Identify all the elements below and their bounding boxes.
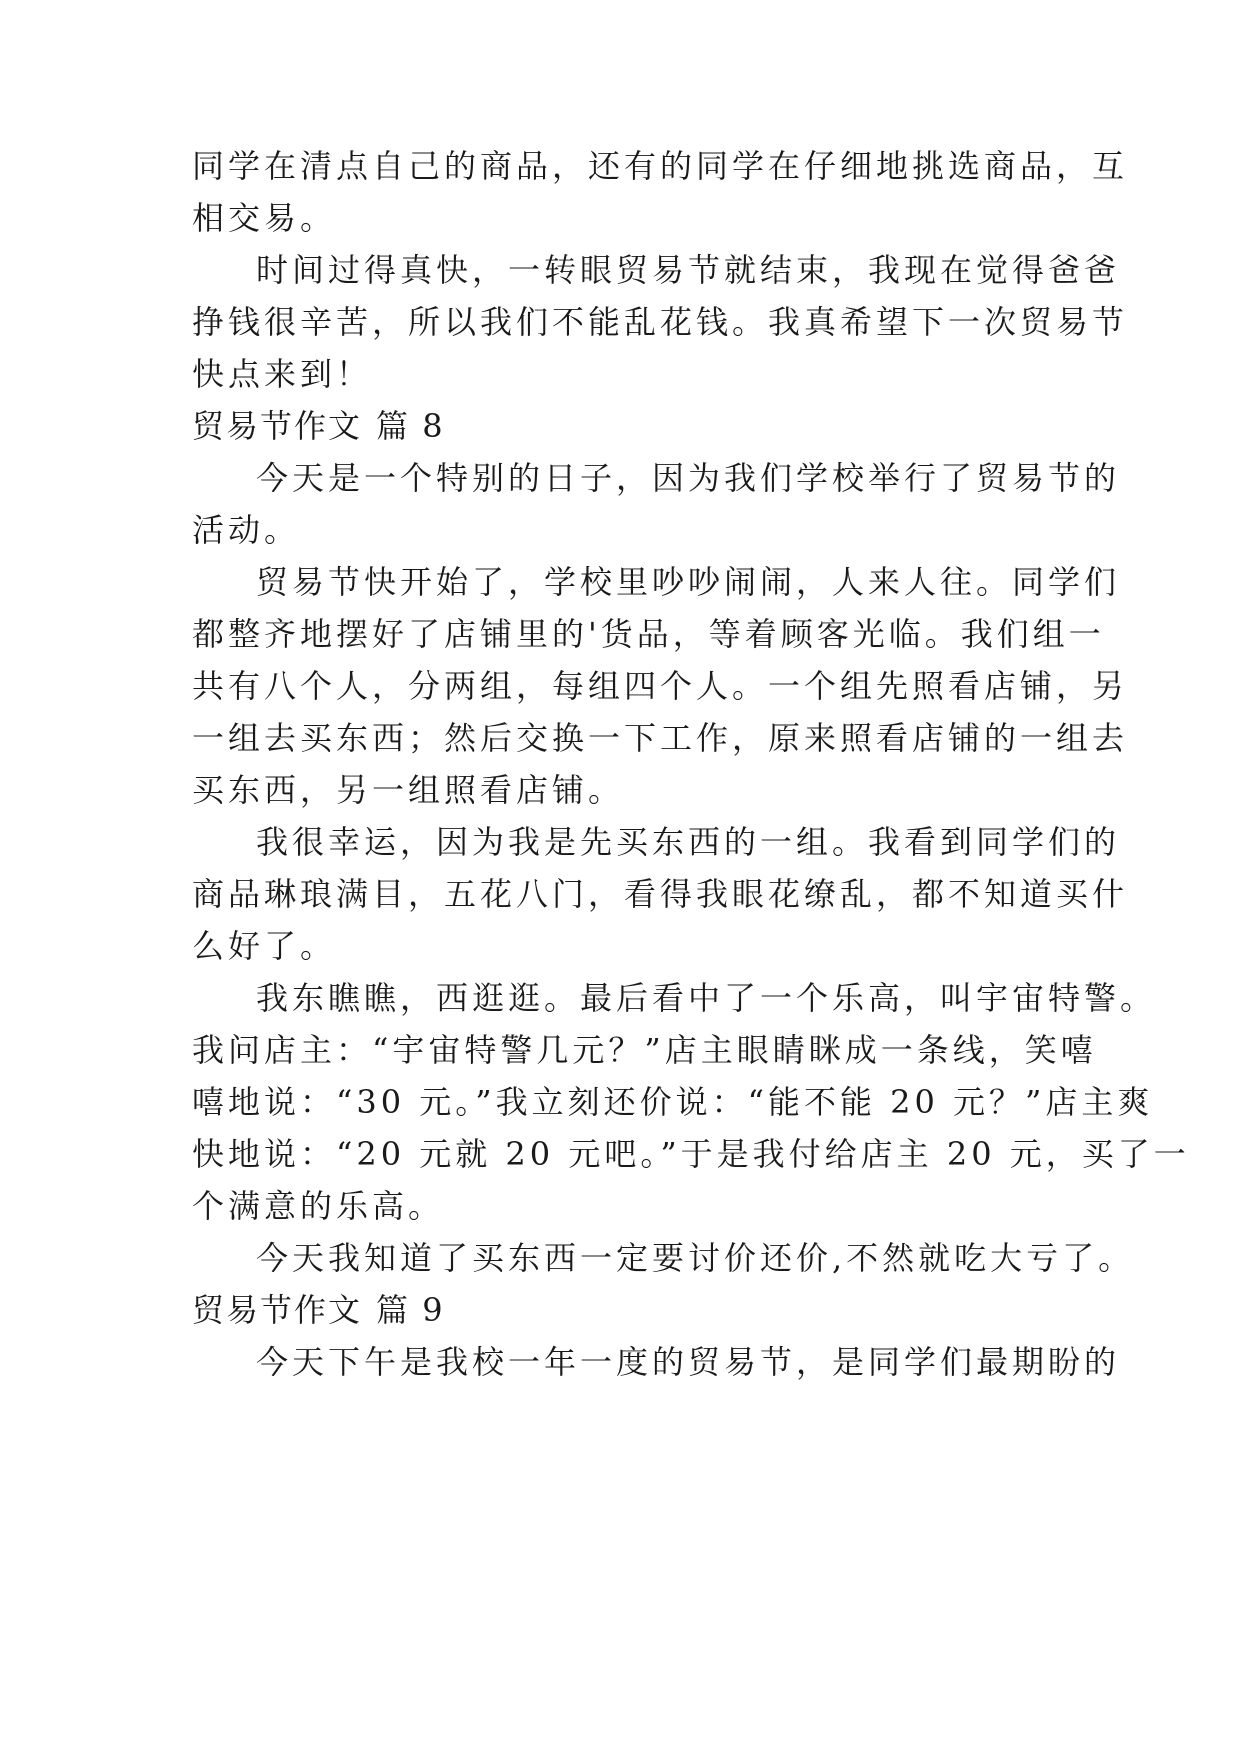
paragraph-line: 今天我知道了买东西一定要讨价还价,不然就吃大亏了。 [256, 1239, 1135, 1277]
section-heading [192, 1281, 1072, 1339]
section-heading-title: 贸易节作文 [192, 407, 363, 445]
paragraph-line: 今天下午是我校一年一度的贸易节，是同学们最期盼的 [256, 1343, 1121, 1381]
paragraph-line: 嘻地说：“30 元。”我立刻还价说：“能不能 20 元？”店主爽 [192, 1083, 1154, 1121]
section-heading-number: 篇 8 [376, 407, 445, 445]
section-heading-number: 篇 9 [376, 1291, 445, 1329]
paragraph-line: 快点来到！ [192, 355, 373, 393]
paragraph-line: 快地说：“20 元就 20 元吧。”于是我付给店主 20 元，买了一 [192, 1135, 1190, 1173]
paragraph-line: 个满意的乐高。 [192, 1187, 445, 1225]
paragraph-line: 商品琳琅满目，五花八门，看得我眼花缭乱，都不知道买什 [192, 875, 1129, 913]
paragraph-line: 我问店主：“宇宙特警几元？”店主眼睛眯成一条线，笑嘻 [192, 1031, 1097, 1069]
paragraph-line: 一组去买东西；然后交换一下工作，原来照看店铺的一组去 [192, 719, 1129, 757]
paragraph-line: 挣钱很辛苦，所以我们不能乱花钱。我真希望下一次贸易节 [192, 303, 1129, 341]
section-heading [192, 397, 1072, 455]
paragraph-line: 共有八个人，分两组，每组四个人。一个组先照看店铺，另 [192, 667, 1129, 705]
paragraph-line: 买东西，另一组照看店铺。 [192, 771, 625, 809]
paragraph-line: 我很幸运，因为我是先买东西的一组。我看到同学们的 [256, 823, 1121, 861]
paragraph-line: 今天是一个特别的日子，因为我们学校举行了贸易节的 [256, 459, 1121, 497]
paragraph-line: 都整齐地摆好了店铺里的'货品，等着顾客光临。我们组一 [192, 615, 1105, 653]
paragraph-line: 相交易。 [192, 199, 337, 237]
paragraph-line: 我东瞧瞧，西逛逛。最后看中了一个乐高，叫宇宙特警。 [256, 979, 1157, 1017]
paragraph-line: 同学在清点自己的商品，还有的同学在仔细地挑选商品，互 [192, 147, 1129, 185]
paragraph-line: 活动。 [192, 511, 301, 549]
paragraph-line: 贸易节快开始了，学校里吵吵闹闹，人来人往。同学们 [256, 563, 1121, 601]
section-heading-title: 贸易节作文 [192, 1291, 363, 1329]
paragraph-line: 时间过得真快，一转眼贸易节就结束，我现在觉得爸爸 [256, 251, 1121, 289]
paragraph-line: 么好了。 [192, 927, 337, 965]
